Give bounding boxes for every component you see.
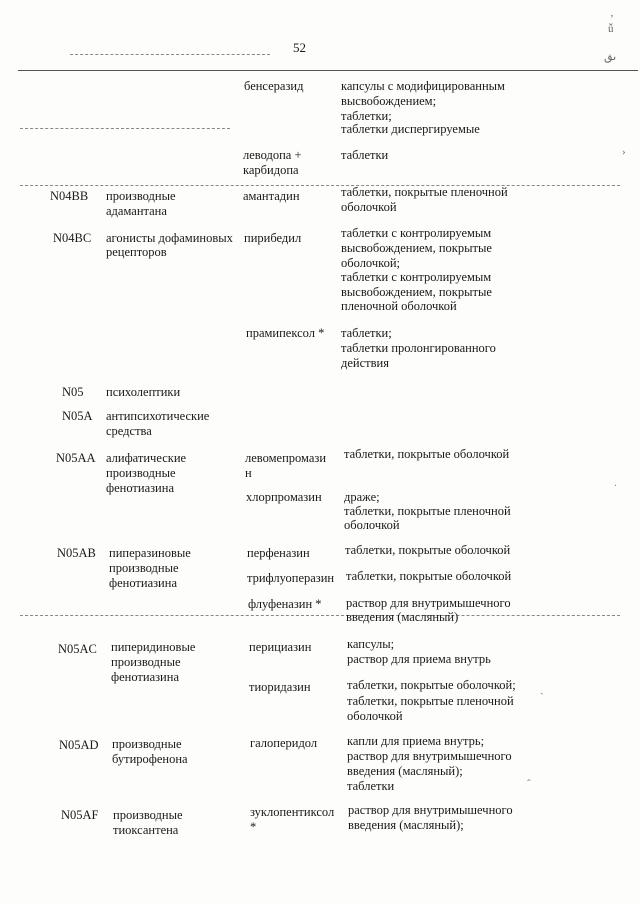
dosage-form: введения (масляный) (346, 610, 459, 624)
dosage-form: таблетки; (341, 109, 392, 123)
drug-name: леводопа + (243, 148, 302, 162)
dosage-form: введения (масляный); (348, 818, 464, 832)
dosage-form: таблетки с контролируемым (341, 270, 492, 284)
scan-mark: ˆ (527, 778, 531, 790)
scan-mark: › (622, 146, 626, 158)
dosage-form: таблетки, покрытые пленочной (341, 185, 508, 199)
drug-name: перициазин (249, 640, 312, 654)
dosage-form: раствор для внутримышечного (348, 803, 513, 817)
scan-noise (20, 128, 230, 129)
atc-code: N05AF (61, 808, 99, 822)
dosage-form: таблетки, покрытые оболочкой (345, 543, 511, 557)
drug-name: прамипексол * (246, 326, 325, 340)
atc-group: производные (106, 189, 176, 203)
atc-code: N04BB (50, 189, 89, 203)
dosage-form: оболочкой (341, 200, 397, 214)
dosage-form: драже; (344, 490, 380, 504)
scan-noise (20, 185, 620, 186)
dosage-form: таблетки, покрытые оболочкой (344, 447, 510, 461)
dosage-form: таблетки диспергируемые (341, 122, 480, 136)
atc-group: пиперидиновые (111, 640, 196, 654)
atc-group: алифатические (106, 451, 187, 465)
dosage-form: высвобождением, покрытые (341, 285, 492, 299)
atc-group: фенотиазина (111, 670, 179, 684)
scan-mark: ˏ (540, 683, 544, 695)
dosage-form: таблетки (347, 779, 395, 793)
drug-name: перфеназин (247, 546, 310, 560)
page-number: 52 (293, 40, 306, 55)
atc-group: тиоксантена (113, 823, 179, 837)
atc-code: N05AD (59, 738, 99, 752)
atc-group: производные (109, 561, 179, 575)
atc-code: N05AB (57, 546, 96, 560)
atc-group: производные (112, 737, 182, 751)
scan-mark: ˑ (614, 481, 618, 493)
dosage-form: раствор для приема внутрь (347, 652, 491, 666)
atc-group: пиперазиновые (109, 546, 191, 560)
dosage-form: капсулы с модифицированным (341, 79, 505, 93)
atc-group: фенотиазина (106, 481, 174, 495)
drug-name: флуфеназин * (248, 597, 322, 611)
dosage-form: таблетки, покрытые пленочной (344, 504, 511, 518)
dosage-form: капсулы; (347, 637, 395, 651)
atc-code: N04BC (53, 231, 92, 245)
drug-name: галоперидол (250, 736, 318, 750)
drug-name: н (245, 466, 252, 480)
scan-noise (70, 54, 270, 55)
dosage-form: таблетки, покрытые оболочкой (346, 569, 512, 583)
drug-name: зуклопентиксол (250, 805, 335, 819)
scan-noise (20, 615, 620, 616)
atc-group: рецепторов (106, 245, 167, 259)
drug-name: пирибедил (244, 231, 302, 245)
dosage-form: пленочной оболочкой (341, 299, 457, 313)
dosage-form: оболочкой (347, 709, 403, 723)
drug-name: трифлуоперазин (247, 571, 335, 585)
atc-group: агонисты дофаминовых (106, 231, 233, 245)
dosage-form: действия (341, 356, 389, 370)
dosage-form: раствор для внутримышечного (347, 749, 512, 763)
atc-group: бутирофенона (112, 752, 188, 766)
dosage-form: таблетки (341, 148, 389, 162)
drug-name: амантадин (243, 189, 300, 203)
drug-name: * (250, 820, 257, 834)
dosage-form: таблетки, покрытые пленочной (347, 694, 514, 708)
atc-group: производные (106, 466, 176, 480)
dosage-form: введения (масляный); (347, 764, 463, 778)
scan-mark: ىق (604, 51, 617, 63)
dosage-form: капли для приема внутрь; (347, 734, 485, 748)
scan-mark: ʼ (610, 13, 614, 25)
atc-group: производные (111, 655, 181, 669)
atc-group: фенотиазина (109, 576, 177, 590)
dosage-form: раствор для внутримышечного (346, 596, 511, 610)
scan-mark: ǚ (608, 23, 614, 35)
atc-code: N05AC (58, 642, 97, 656)
atc-code: N05A (62, 409, 93, 423)
dosage-form: таблетки; (341, 326, 392, 340)
drug-name: хлорпромазин (246, 490, 322, 504)
atc-group: производные (113, 808, 183, 822)
dosage-form: таблетки, покрытые оболочкой; (347, 678, 516, 692)
dosage-form: оболочкой; (341, 256, 400, 270)
atc-group: психолептики (106, 385, 181, 399)
drug-name: тиоридазин (249, 680, 311, 694)
dosage-form: высвобождением, покрытые (341, 241, 492, 255)
dosage-form: таблетки с контролируемым (341, 226, 492, 240)
drug-name: бенсеразид (244, 79, 304, 93)
atc-group: антипсихотические (106, 409, 210, 423)
atc-code: N05 (62, 385, 84, 399)
atc-code: N05AA (56, 451, 96, 465)
drug-name: карбидопа (243, 163, 299, 177)
drug-name: левомепромази (245, 451, 327, 465)
dosage-form: высвобождением; (341, 94, 437, 108)
header-rule (18, 70, 638, 71)
dosage-form: оболочкой (344, 518, 400, 532)
atc-group: средства (106, 424, 152, 438)
atc-group: адамантана (106, 204, 167, 218)
dosage-form: таблетки пролонгированного (341, 341, 496, 355)
